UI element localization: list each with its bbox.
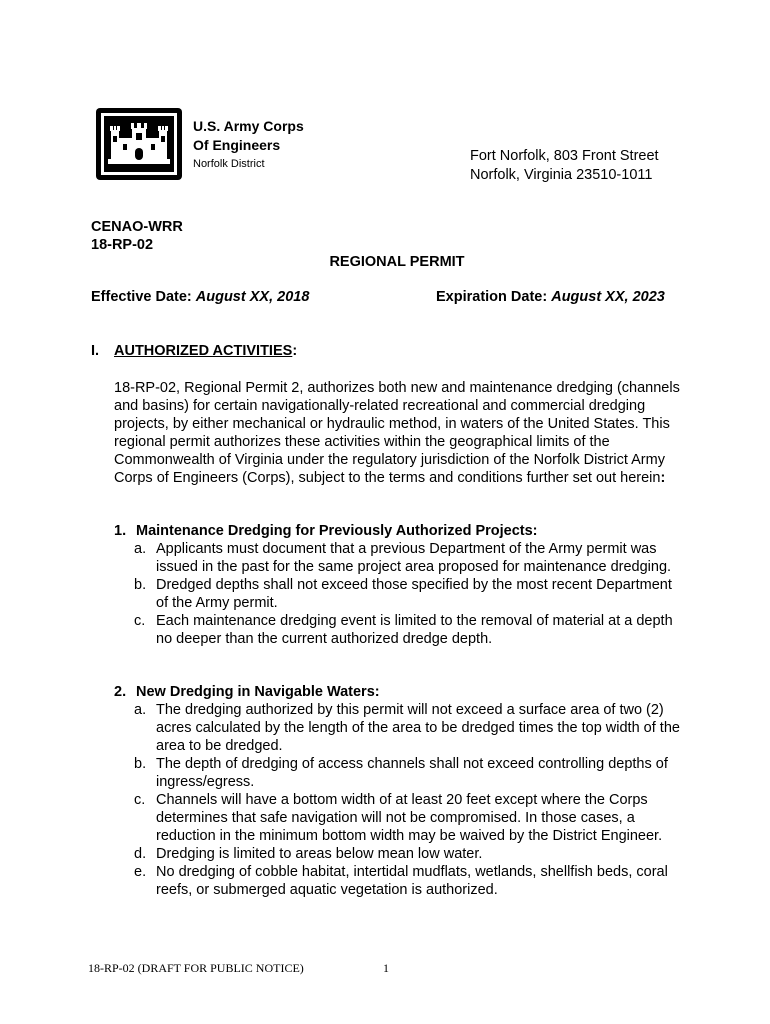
expiration-date [436, 289, 665, 305]
list-item [114, 612, 686, 648]
footer-text: 18-RP-02 (DRAFT FOR PUBLIC NOTICE) [88, 961, 304, 975]
address-line1: Fort Norfolk, 803 Front Street [470, 148, 659, 164]
section-heading [91, 343, 297, 359]
list-item [114, 701, 686, 755]
item-letter: c. [134, 613, 146, 629]
item-letter: b. [134, 577, 147, 593]
effective-date-value: August XX, 2018 [195, 289, 310, 305]
organization-block [193, 117, 304, 173]
effective-date-label: Effective Date: [91, 289, 192, 305]
item-text: Applicants must document that a previous Department of the Army permit was issued in the past for the same project area proposed for maintenance dredging. [156, 541, 672, 575]
item-letter: d. [134, 846, 147, 862]
item-letter: e. [134, 864, 147, 880]
section-intro [114, 379, 686, 487]
permit-number: 18-RP-02 [91, 237, 154, 253]
list-heading [114, 522, 686, 540]
intro-colon: : [660, 470, 666, 486]
address-block [470, 147, 659, 185]
list-item [114, 791, 686, 845]
org-name-line2: Of Engineers [193, 137, 281, 153]
list-new-dredging [114, 683, 686, 899]
item-text: No dredging of cobble habitat, intertidal mudflats, wetlands, shellfish beds, coral reefs, or submerged aquatic vegetation is authorized. [156, 864, 668, 898]
item-text: Each maintenance dredging event is limited to the removal of material at a depth no deeper than the current authorized dredge depth. [156, 613, 673, 647]
item-text: Channels will have a bottom width of at least 20 feet except where the Corps determines that safe navigation will not be compromised. In those cases, a reduction in the minimum bottom width may be waived by the District Engineer. [156, 792, 663, 844]
page-title: REGIONAL PERMIT [329, 254, 465, 270]
item-text: The depth of dredging of access channels shall not exceed controlling depths of ingress/egress. [156, 756, 668, 790]
usace-castle-logo [96, 108, 182, 180]
item-letter: b. [134, 756, 147, 772]
castle-icon [96, 108, 182, 180]
address-line2: Norfolk, Virginia 23510-1011 [470, 167, 653, 183]
list-item [114, 863, 686, 899]
item-text: Dredged depths shall not exceed those specified by the most recent Department of the Army permit. [156, 577, 672, 611]
org-name-line1: U.S. Army Corps [193, 118, 304, 134]
expiration-date-value: August XX, 2023 [551, 289, 665, 305]
list-item [114, 755, 686, 791]
list-heading [114, 683, 686, 701]
list-maintenance-dredging [114, 522, 686, 648]
list-title: Maintenance Dredging for Previously Authorized Projects: [136, 523, 538, 539]
item-text: Dredging is limited to areas below mean low water. [156, 846, 483, 862]
list-title: New Dredging in Navigable Waters: [136, 684, 380, 700]
expiration-date-label: Expiration Date: [436, 289, 548, 305]
item-letter: a. [134, 702, 147, 718]
page-number: 1 [383, 961, 389, 975]
item-text: The dredging authorized by this permit will not exceed a surface area of two (2) acres calculated by the length of the area to be dredged times the top width of the area to be dredged. [156, 702, 680, 754]
district-name: Norfolk District [193, 158, 265, 170]
list-number: 2. [114, 684, 127, 700]
list-item [114, 576, 686, 612]
intro-text: 18-RP-02, Regional Permit 2, authorizes both new and maintenance dredging (channels and basins) for certain navigationally-related recreational and commercial dredging projects, by either mechanical or hydraulic method, in waters of the United States. This regional permit authorizes these activities within the geographical limits of the Commonwealth of Virginia under the regulatory jurisdiction of the Norfolk District Army Corps of Engineers (Corps), subject to the terms and conditions further set out herein [114, 380, 680, 486]
item-letter: a. [134, 541, 147, 557]
office-symbol: CENAO-WRR [91, 219, 183, 235]
list-item [114, 845, 686, 863]
list-item [114, 540, 686, 576]
list-number: 1. [114, 523, 127, 539]
section-title: AUTHORIZED ACTIVITIES [114, 343, 293, 359]
document-ids [91, 218, 183, 254]
effective-date [91, 289, 309, 305]
section-colon: : [292, 343, 298, 359]
item-letter: c. [134, 792, 146, 808]
section-number: I. [91, 343, 100, 359]
